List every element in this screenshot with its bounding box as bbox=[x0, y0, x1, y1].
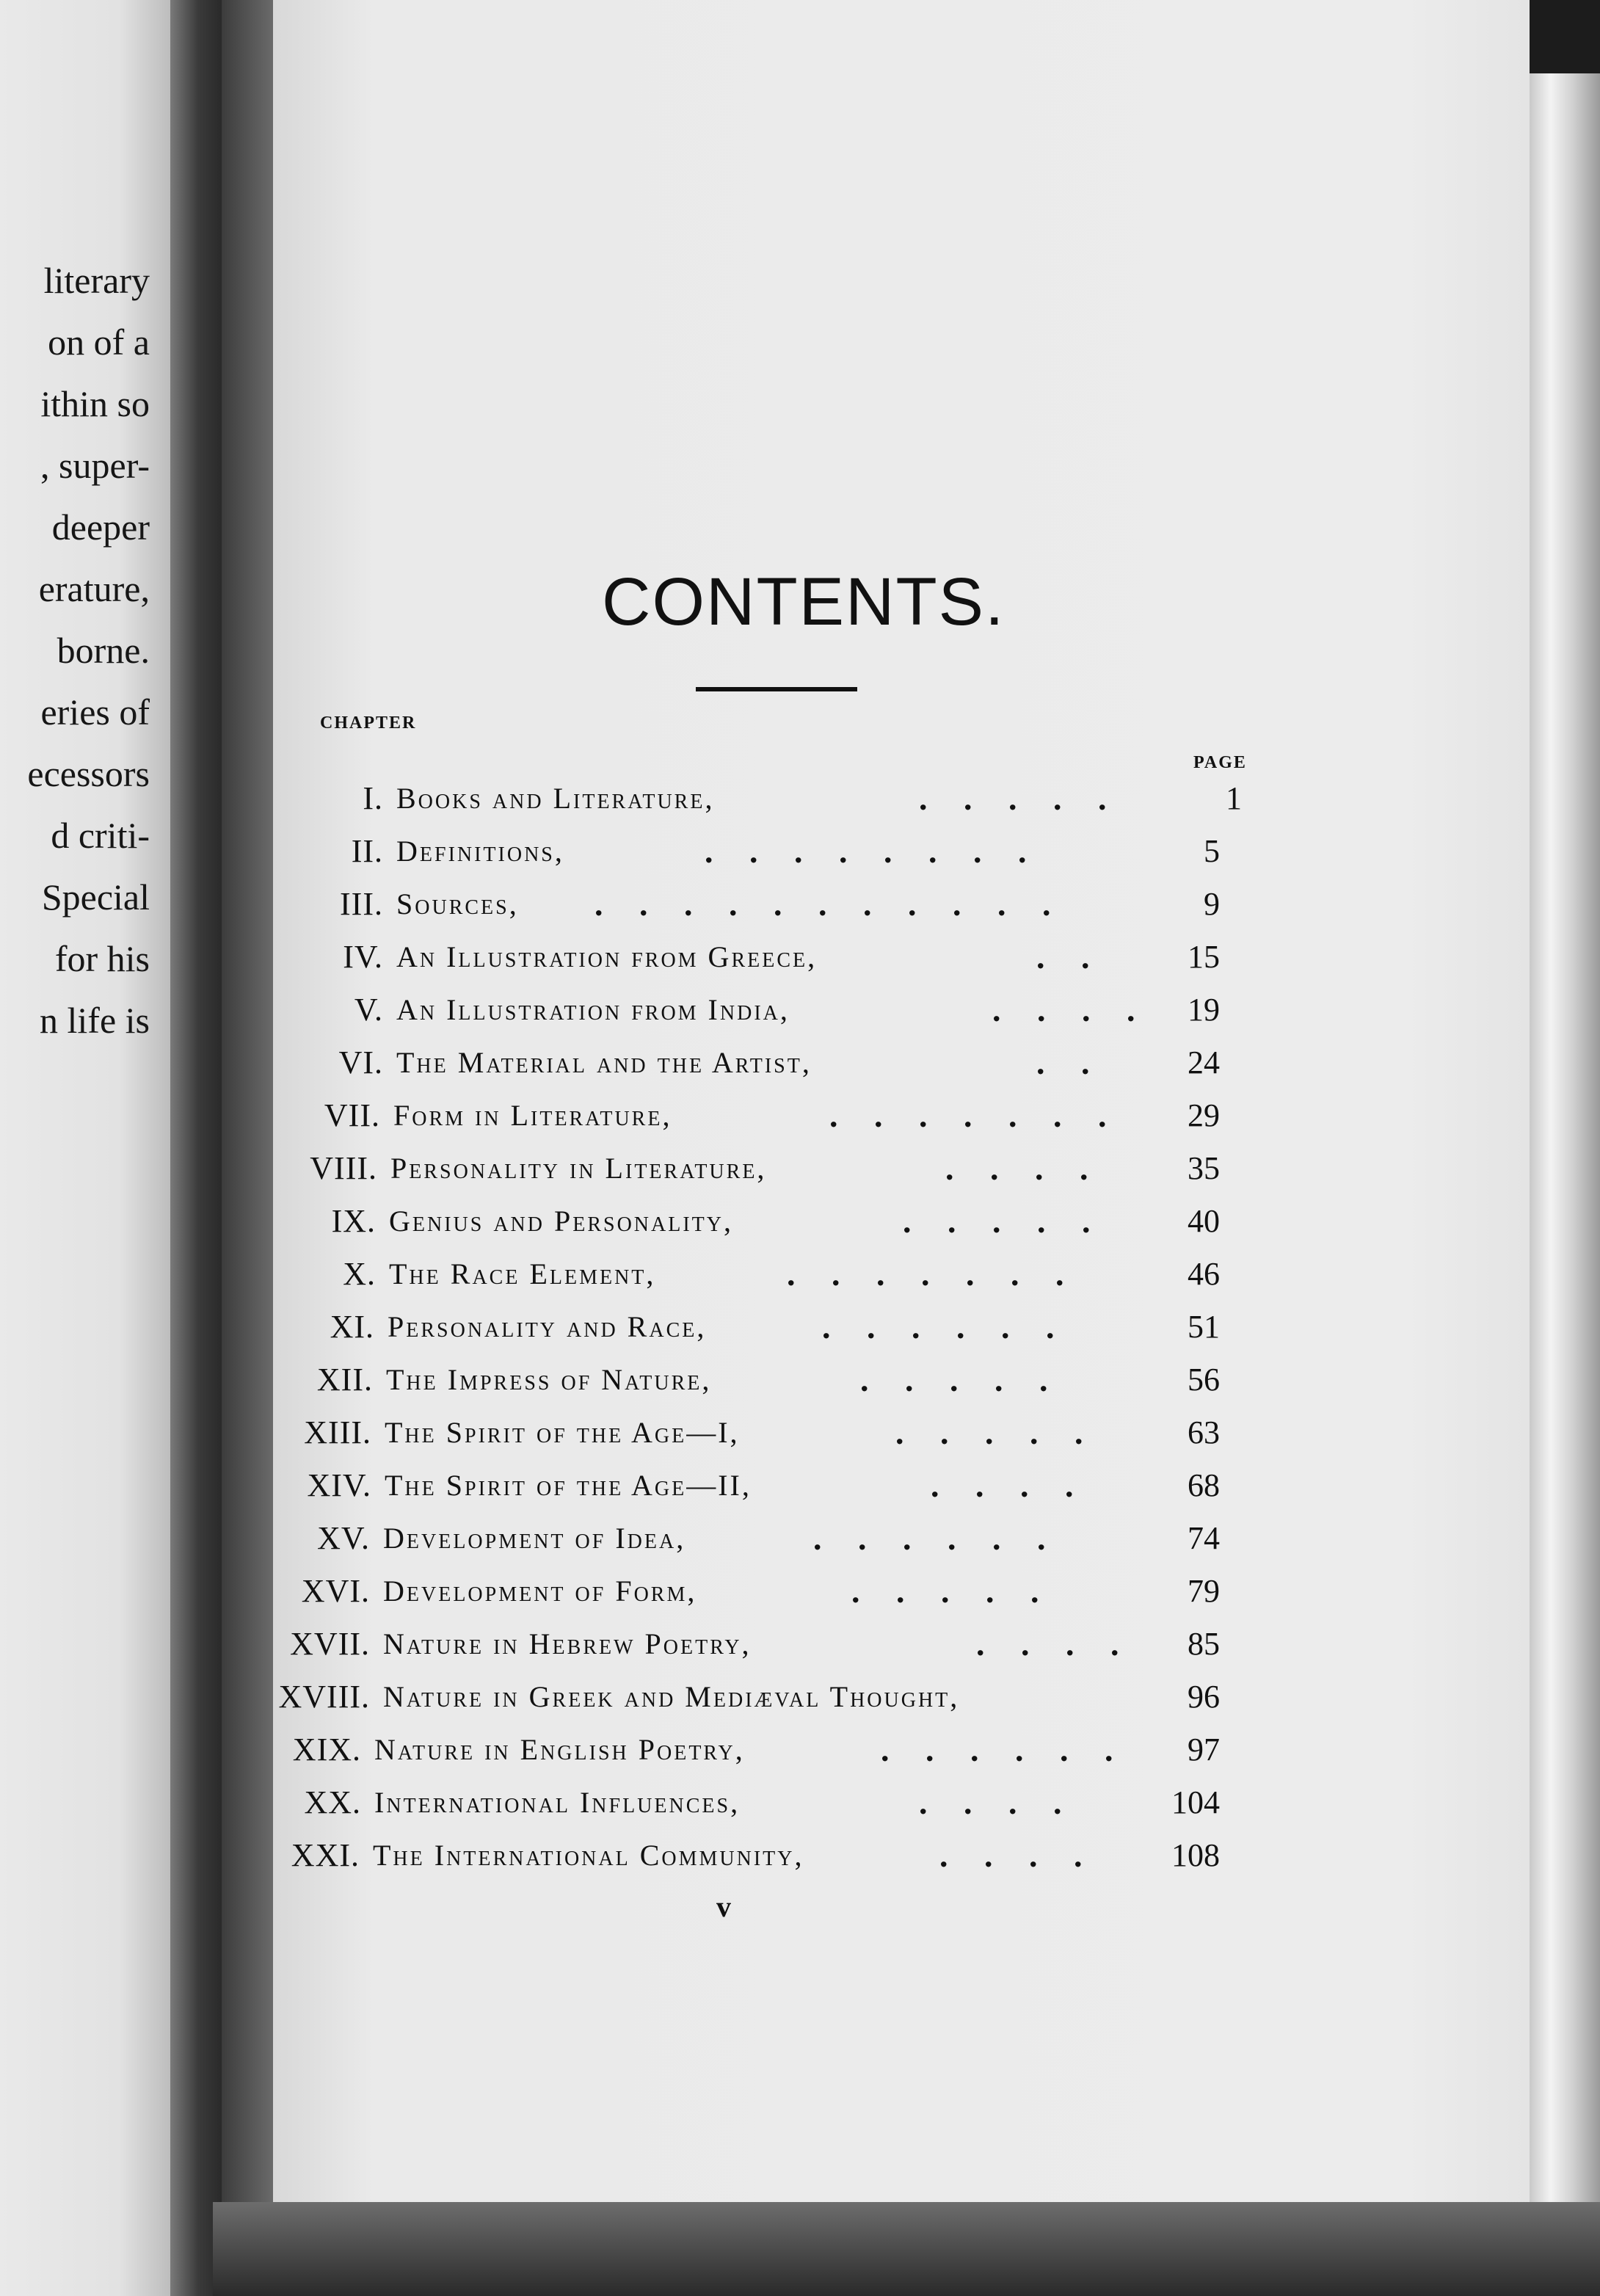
chapter-number: IV. bbox=[343, 939, 383, 975]
chapter-title: Nature in Hebrew Poetry, bbox=[383, 1627, 752, 1660]
chapter-number: I. bbox=[363, 780, 383, 816]
page-number: 96 bbox=[1188, 1679, 1220, 1715]
chapter-title: Definitions, bbox=[396, 835, 564, 868]
chapter-number: XXI. bbox=[291, 1837, 360, 1873]
scan-bottom-shadow bbox=[213, 2202, 1600, 2296]
dot-leader: . . . . bbox=[992, 991, 1135, 1028]
left-page-line: Special bbox=[41, 876, 150, 918]
page-number: 35 bbox=[1188, 1150, 1220, 1186]
page-number: 85 bbox=[1188, 1626, 1220, 1662]
chapter-title: Development of Idea, bbox=[383, 1522, 686, 1555]
chapter-number: XIX. bbox=[292, 1732, 361, 1768]
dot-leader: . . . . . . bbox=[822, 1308, 1055, 1345]
dot-leader: . . . . . bbox=[860, 1361, 1048, 1398]
toc-row bbox=[0, 1199, 1600, 1243]
chapter-number: X. bbox=[343, 1256, 376, 1292]
left-page-line: on of a bbox=[48, 321, 150, 363]
chapter-number: II. bbox=[351, 833, 383, 869]
title-rule bbox=[696, 687, 857, 691]
chapter-title: The Material and the Artist, bbox=[396, 1046, 812, 1079]
chapter-number: VII. bbox=[324, 1097, 380, 1133]
page-title: CONTENTS. bbox=[602, 564, 1006, 639]
left-page-line: for his bbox=[54, 938, 150, 979]
left-page-line: d criti- bbox=[51, 815, 150, 856]
chapter-number: XVI. bbox=[301, 1573, 370, 1609]
toc-row bbox=[0, 829, 1600, 873]
toc-row bbox=[0, 1622, 1600, 1666]
left-page-line: borne. bbox=[57, 630, 150, 671]
chapter-title: Personality in Literature, bbox=[390, 1152, 767, 1185]
page-number: 68 bbox=[1188, 1467, 1220, 1503]
toc-row bbox=[0, 1041, 1600, 1085]
dot-leader: . . . . . . . bbox=[829, 1097, 1107, 1134]
chapter-title: International Influences, bbox=[374, 1786, 741, 1819]
chapter-title: The Impress of Nature, bbox=[386, 1363, 712, 1396]
dot-leader: . . . . . . . bbox=[787, 1255, 1064, 1293]
toc-row bbox=[0, 1464, 1600, 1508]
toc-row bbox=[0, 1147, 1600, 1191]
chapter-title: The Spirit of the Age—I, bbox=[385, 1416, 740, 1449]
dot-leader: . . . . . bbox=[851, 1572, 1039, 1610]
dot-leader: . . . . bbox=[945, 1149, 1088, 1187]
page-number: 108 bbox=[1171, 1837, 1220, 1873]
chapter-number: VIII. bbox=[310, 1150, 377, 1186]
dot-leader: . . . . bbox=[976, 1625, 1119, 1663]
chapter-number: V. bbox=[354, 992, 383, 1028]
toc-row bbox=[0, 1411, 1600, 1455]
dot-leader: . . . . . . . . bbox=[705, 832, 1027, 870]
dot-leader: . . . . bbox=[931, 1467, 1074, 1504]
chapter-title: An Illustration from India, bbox=[396, 993, 790, 1026]
toc-row bbox=[0, 1781, 1600, 1825]
page-number: 24 bbox=[1188, 1045, 1220, 1080]
chapter-title: Development of Form, bbox=[383, 1574, 697, 1607]
page-number: 9 bbox=[1204, 886, 1220, 922]
chapter-title: Personality and Race, bbox=[388, 1310, 707, 1343]
dot-leader: . . bbox=[1036, 1044, 1090, 1081]
toc-row bbox=[0, 1252, 1600, 1296]
chapter-number: IX. bbox=[331, 1203, 376, 1239]
left-page-line: n life is bbox=[40, 1000, 150, 1041]
chapter-title: An Illustration from Greece, bbox=[396, 940, 818, 973]
dot-leader: . . . . . bbox=[903, 1202, 1091, 1240]
dot-leader: . . . . bbox=[939, 1837, 1083, 1874]
chapter-number: XII. bbox=[316, 1362, 373, 1398]
left-page-line: ithin so bbox=[40, 383, 150, 424]
page-number: 74 bbox=[1188, 1520, 1220, 1556]
left-page-line: ecessors bbox=[27, 753, 150, 794]
page-number: 79 bbox=[1188, 1573, 1220, 1609]
page-number: 19 bbox=[1188, 992, 1220, 1028]
chapter-number: XV. bbox=[317, 1520, 370, 1556]
toc-row bbox=[0, 1516, 1600, 1561]
toc-row bbox=[0, 882, 1600, 926]
toc-row bbox=[0, 1094, 1600, 1138]
dot-leader: . . . . bbox=[919, 1784, 1062, 1821]
chapter-title: Books and Literature, bbox=[396, 782, 715, 815]
chapter-number: XI. bbox=[330, 1309, 374, 1345]
chapter-title: The International Community, bbox=[373, 1839, 804, 1872]
chapter-number: XVII. bbox=[290, 1626, 370, 1662]
left-page-line: eries of bbox=[40, 691, 150, 733]
page-folio: v bbox=[716, 1890, 731, 1923]
chapter-number: XVIII. bbox=[278, 1679, 370, 1715]
chapter-number: XX. bbox=[304, 1784, 361, 1820]
page-number: 5 bbox=[1204, 833, 1220, 869]
page-number: 97 bbox=[1188, 1732, 1220, 1768]
dot-leader: . . . . . . . . . . . bbox=[594, 885, 1051, 923]
page-number: 104 bbox=[1171, 1784, 1220, 1820]
page-number: 15 bbox=[1188, 939, 1220, 975]
page-column-label: PAGE bbox=[1193, 753, 1247, 772]
dot-leader: . . . . . bbox=[919, 780, 1107, 817]
chapter-title: Nature in English Poetry, bbox=[374, 1733, 745, 1766]
chapter-title: Form in Literature, bbox=[393, 1099, 672, 1132]
toc-row bbox=[0, 1305, 1600, 1349]
page-number: 63 bbox=[1188, 1414, 1220, 1450]
toc-row bbox=[0, 1675, 1600, 1719]
chapter-number: VI. bbox=[338, 1045, 383, 1080]
page-number: 46 bbox=[1188, 1256, 1220, 1292]
left-page-line: erature, bbox=[38, 568, 150, 609]
toc-row bbox=[0, 1569, 1600, 1613]
dot-leader: . . bbox=[1036, 938, 1090, 976]
chapter-number: III. bbox=[340, 886, 383, 922]
chapter-title: The Spirit of the Age—II, bbox=[385, 1469, 752, 1502]
page-number: 1 bbox=[1226, 780, 1242, 816]
toc-row bbox=[0, 1834, 1600, 1878]
page-edge bbox=[1530, 73, 1600, 2202]
chapter-title: The Race Element, bbox=[389, 1257, 656, 1290]
page-number: 29 bbox=[1188, 1097, 1220, 1133]
left-page-line: , super- bbox=[40, 445, 150, 486]
chapter-title: Nature in Greek and Mediæval Thought, bbox=[383, 1680, 960, 1713]
toc-row bbox=[0, 777, 1600, 821]
chapter-number: XIV. bbox=[307, 1467, 371, 1503]
dot-leader: . . . . . . bbox=[881, 1731, 1113, 1768]
left-page-line: deeper bbox=[51, 506, 150, 548]
toc-row bbox=[0, 1358, 1600, 1402]
toc-row bbox=[0, 988, 1600, 1032]
page-number: 56 bbox=[1188, 1362, 1220, 1398]
left-page-text bbox=[27, 250, 150, 1051]
toc-row bbox=[0, 1728, 1600, 1772]
left-page-line: literary bbox=[43, 260, 150, 301]
chapter-column-label: CHAPTER bbox=[320, 713, 417, 733]
chapter-title: Sources, bbox=[396, 887, 519, 920]
dot-leader: . . . . . . bbox=[813, 1519, 1046, 1557]
page-number: 40 bbox=[1188, 1203, 1220, 1239]
chapter-number: XIII. bbox=[304, 1414, 371, 1450]
toc-row bbox=[0, 935, 1600, 979]
page-number: 51 bbox=[1188, 1309, 1220, 1345]
dot-leader: . . . . . bbox=[895, 1414, 1083, 1451]
chapter-title: Genius and Personality, bbox=[389, 1205, 734, 1238]
